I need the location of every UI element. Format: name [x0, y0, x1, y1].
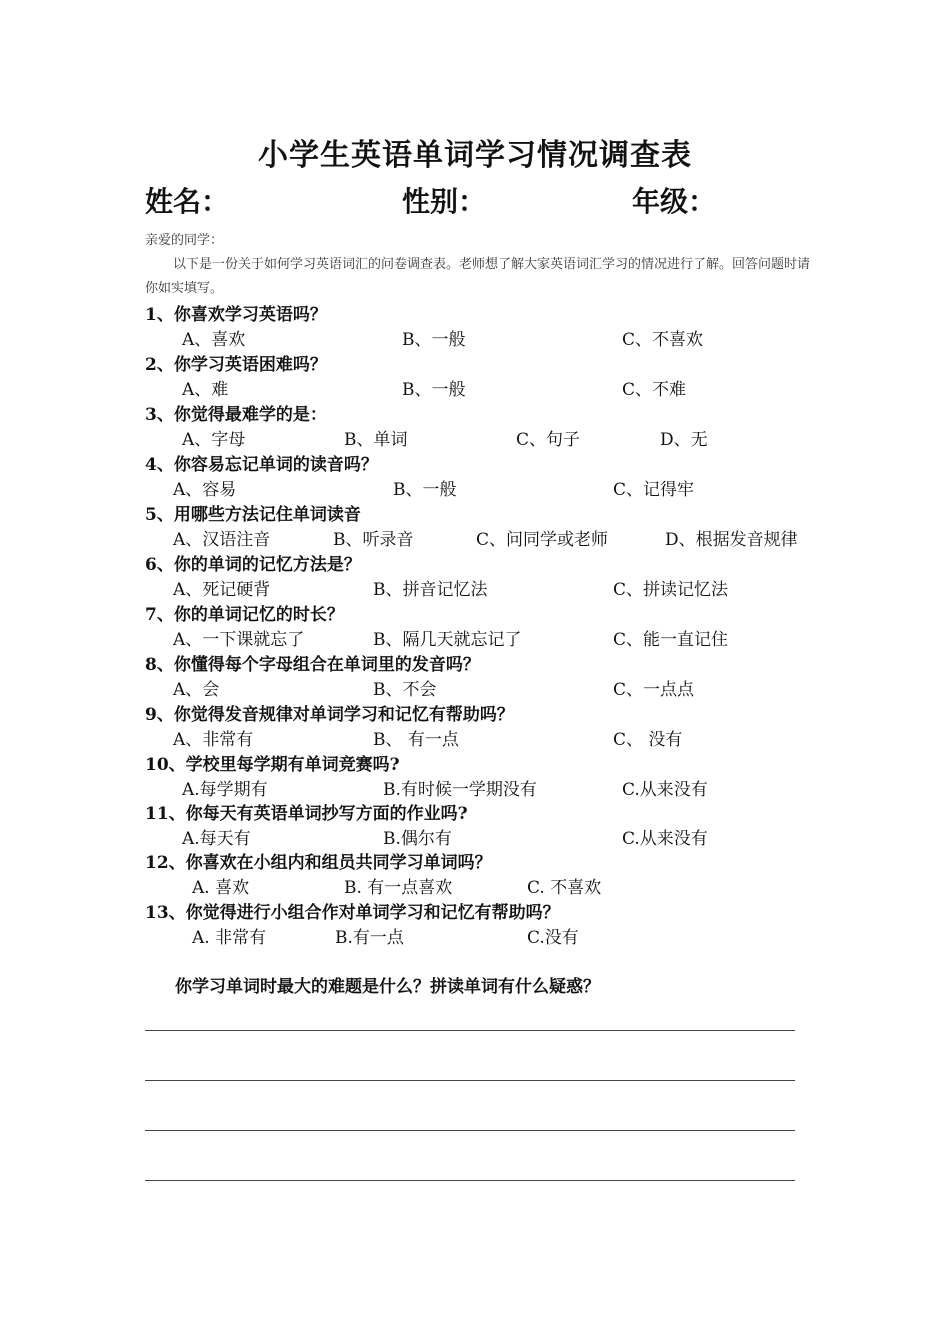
- q6-option-a[interactable]: A、死记硬背: [173, 580, 271, 600]
- q13-option-b[interactable]: B.有一点: [335, 928, 404, 948]
- q10-option-a[interactable]: A.每学期有: [182, 780, 268, 800]
- q8-option-b[interactable]: B、不会: [373, 680, 437, 700]
- q3-option-b[interactable]: B、单词: [344, 430, 408, 450]
- q12-option-b[interactable]: B. 有一点喜欢: [344, 878, 453, 898]
- question-3: 3、你觉得最难学的是：: [145, 405, 327, 425]
- q8-option-c[interactable]: C、一点点: [613, 680, 695, 700]
- question-5: 5、用哪些方法记住单词读音: [145, 505, 361, 525]
- q7-option-b[interactable]: B、隔几天就忘记了: [373, 630, 522, 650]
- open-question: 你学习单词时最大的难题是什么？拼读单词有什么疑惑？: [175, 977, 600, 997]
- q11-option-a[interactable]: A.每天有: [182, 829, 251, 849]
- answer-line-4[interactable]: [145, 1180, 795, 1181]
- q9-option-b[interactable]: B、 有一点: [373, 730, 459, 750]
- q10-option-b[interactable]: B.有时候一学期没有: [383, 780, 537, 800]
- question-7: 7、你的单词记忆的时长？: [145, 605, 344, 625]
- intro-paragraph: 以下是一份关于如何学习英语词汇的问卷调查表。老师想了解大家英语词汇学习的情况进行了解。回答问题时请你如实填写。: [145, 257, 811, 296]
- question-8: 8、你懂得每个字母组合在单词里的发音吗？: [145, 655, 480, 675]
- q4-option-c[interactable]: C、记得牢: [613, 480, 695, 500]
- q2-option-b[interactable]: B、一般: [402, 380, 466, 400]
- question-4: 4、你容易忘记单词的读音吗？: [145, 455, 378, 475]
- question-2: 2、你学习英语困难吗？: [145, 355, 327, 375]
- q12-option-c[interactable]: C. 不喜欢: [527, 878, 602, 898]
- question-12: 12、你喜欢在小组内和组员共同学习单词吗？: [145, 853, 492, 873]
- grade-label: 年级：: [632, 185, 717, 218]
- name-label: 姓名：: [145, 185, 230, 218]
- q10-option-c[interactable]: C.从来没有: [622, 780, 708, 800]
- question-11: 11、你每天有英语单词抄写方面的作业吗?: [145, 804, 468, 824]
- q1-option-c[interactable]: C、不喜欢: [622, 330, 704, 350]
- q9-option-a[interactable]: A、非常有: [173, 730, 254, 750]
- q3-option-c[interactable]: C、句子: [516, 430, 581, 450]
- q5-option-d[interactable]: D、根据发音规律: [665, 530, 798, 550]
- answer-line-3[interactable]: [145, 1130, 795, 1131]
- q1-option-b[interactable]: B、一般: [402, 330, 466, 350]
- q11-option-b[interactable]: B.偶尔有: [383, 829, 452, 849]
- question-6: 6、你的单词的记忆方法是？: [145, 555, 361, 575]
- q12-option-a[interactable]: A. 喜欢: [192, 878, 250, 898]
- q13-option-c[interactable]: C.没有: [527, 928, 579, 948]
- q5-option-c[interactable]: C、问同学或老师: [476, 530, 609, 550]
- q4-option-b[interactable]: B、一般: [393, 480, 457, 500]
- page-title: 小学生英语单词学习情况调查表: [258, 138, 692, 173]
- q2-option-a[interactable]: A、难: [182, 380, 229, 400]
- q7-option-c[interactable]: C、能一直记住: [613, 630, 729, 650]
- answer-line-1[interactable]: [145, 1030, 795, 1031]
- answer-line-2[interactable]: [145, 1080, 795, 1081]
- q2-option-c[interactable]: C、不难: [622, 380, 687, 400]
- question-9: 9、你觉得发音规律对单词学习和记忆有帮助吗？: [145, 705, 514, 725]
- q6-option-c[interactable]: C、拼读记忆法: [613, 580, 729, 600]
- gender-label: 性别：: [402, 185, 487, 218]
- question-1: 1、你喜欢学习英语吗？: [145, 305, 327, 325]
- q13-option-a[interactable]: A. 非常有: [192, 928, 267, 948]
- q5-option-a[interactable]: A、汉语注音: [173, 530, 271, 550]
- q9-option-c[interactable]: C、 没有: [613, 730, 683, 750]
- q1-option-a[interactable]: A、喜欢: [182, 330, 246, 350]
- q6-option-b[interactable]: B、拼音记忆法: [373, 580, 488, 600]
- q3-option-d[interactable]: D、无: [660, 430, 708, 450]
- q3-option-a[interactable]: A、字母: [182, 430, 246, 450]
- q5-option-b[interactable]: B、听录音: [333, 530, 414, 550]
- q4-option-a[interactable]: A、容易: [173, 480, 237, 500]
- q8-option-a[interactable]: A、会: [173, 680, 220, 700]
- question-13: 13、你觉得进行小组合作对单词学习和记忆有帮助吗？: [145, 903, 560, 923]
- question-10: 10、学校里每学期有单词竞赛吗?: [145, 755, 400, 775]
- q11-option-c[interactable]: C.从来没有: [622, 829, 708, 849]
- greeting: 亲爱的同学：: [145, 233, 224, 248]
- q7-option-a[interactable]: A、一下课就忘了: [173, 630, 305, 650]
